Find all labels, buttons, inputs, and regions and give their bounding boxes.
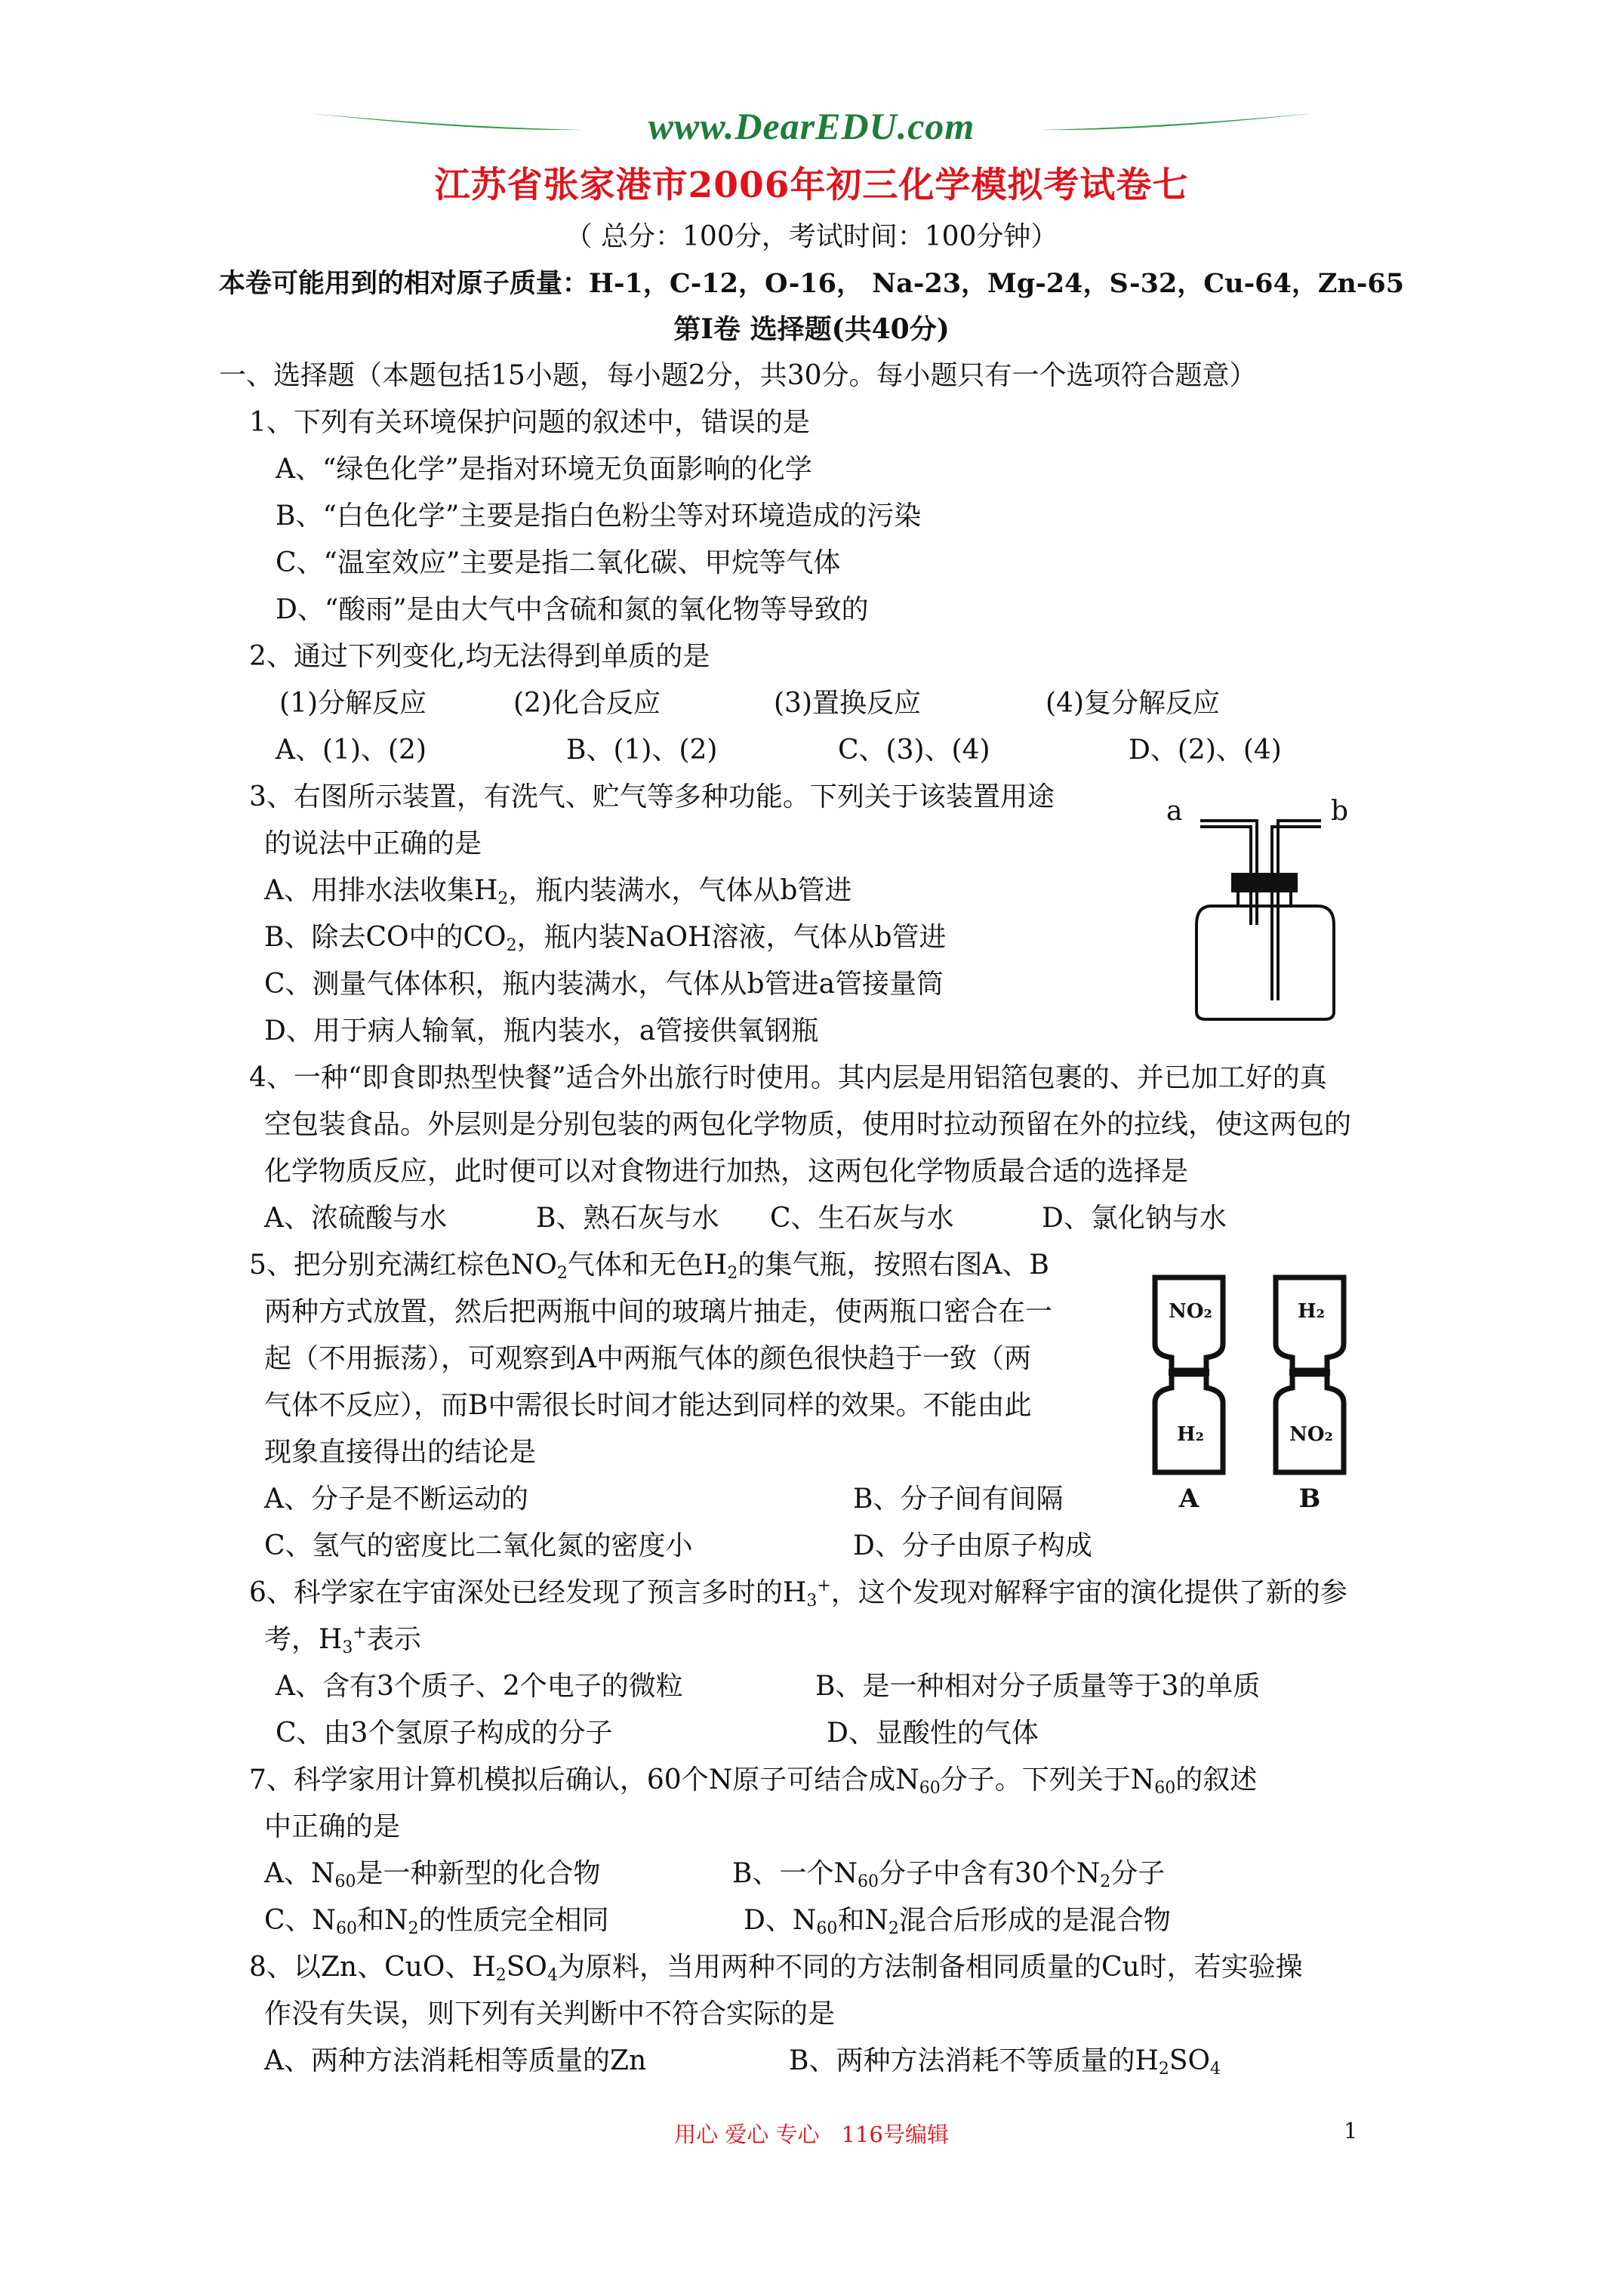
site-logo	[302, 91, 1321, 159]
q4-option-a: A、浓硫酸与水	[264, 1203, 447, 1234]
page-title: 江苏省张家港市2006年初三化学模拟考试卷七	[434, 165, 1189, 206]
part-title: 第Ⅰ卷 选择题(共40分)	[673, 313, 950, 345]
jar-a-bottom-label: H₂	[1177, 1423, 1204, 1446]
q1-option-c: C、“温室效应”主要是指二氧化碳、甲烷等气体	[276, 547, 841, 578]
atomic-mass-line: 本卷可能用到的相对原子质量：H-1，C-12，O-16， Na-23，Mg-24，S-32，Cu-64，Zn-65	[218, 268, 1405, 299]
q7-option-b: B、一个$N_{60}$分子中含有30个$N_2$分子	[732, 1858, 1166, 1891]
q6-line-2: 考，$H_3^+$表示	[264, 1623, 421, 1657]
q5-line-2: 两种方式放置，然后把两瓶中间的玻璃片抽走，使两瓶口密合在一	[264, 1296, 1053, 1327]
q4-line-2: 空包装食品。外层则是分别包装的两包化学物质，使用时拉动预留在外的拉线，使这两包的	[264, 1109, 1352, 1140]
q4-option-c: C、生石灰与水	[770, 1203, 954, 1234]
q5-option-b: B、分子间有间隔	[853, 1484, 1064, 1515]
q6-option-a: A、含有3个质子、2个电子的微粒	[276, 1671, 683, 1702]
q3-option-c: C、测量气体体积，瓶内装满水，气体从b管进a管接量筒	[264, 969, 944, 1000]
q1-option-b: B、“白色化学”主要是指白色粉尘等对环境造成的污染	[276, 501, 922, 532]
q3-option-b: B、除去CO中的$CO_2$，瓶内装NaOH溶液，气体从b管进	[264, 922, 947, 955]
q4-option-d: D、氯化钠与水	[1042, 1203, 1227, 1234]
q8-line-2: 作没有失误，则下列有关判断中不符合实际的是	[264, 1999, 836, 2029]
q7-option-c: C、$N_{60}$和$N_2$的性质完全相同	[264, 1905, 609, 1938]
q5-option-a: A、分子是不断运动的	[264, 1484, 528, 1515]
q8-option-b: B、两种方法消耗不等质量的$H_2SO_4$	[789, 2045, 1221, 2079]
q6-line-1: 6、科学家在宇宙深处已经发现了预言多时的$H_3^+$，这个发现对解释宇宙的演化提供了新的参	[249, 1576, 1347, 1610]
q3-stem-2: 的说法中正确的是	[264, 828, 482, 859]
q3-option-a: A、用排水法收集$H_2$，瓶内装满水，气体从b管进	[264, 875, 852, 908]
q2-reaction-3: (3)置换反应	[774, 688, 921, 719]
q1-option-d: D、“酸雨”是由大气中含硫和氮的氧化物等导致的	[276, 594, 869, 625]
figure-label-a: A	[1178, 1484, 1200, 1514]
q4-line-1: 4、一种“即食即热型快餐”适合外出旅行时使用。其内层是用铝箔包裹的、并已加工好的真	[249, 1062, 1327, 1093]
q7-option-a: A、$N_{60}$是一种新型的化合物	[264, 1858, 601, 1891]
score-time: （ 总分：100分，考试时间：100分钟）	[565, 221, 1058, 252]
q2-reaction-2: (2)化合反应	[513, 688, 661, 719]
q2-stem: 2、通过下列变化,均无法得到单质的是	[249, 641, 710, 672]
site-url: www.DearEDU.com	[648, 105, 975, 147]
figure-label-b: B	[1298, 1484, 1321, 1514]
q5-line-5: 现象直接得出的结论是	[264, 1437, 537, 1468]
footer-text: 用心 爱心 专心 116号编辑	[674, 2122, 949, 2147]
q6-option-b: B、是一种相对分子质量等于3的单质	[815, 1671, 1261, 1702]
q2-option-d: D、(2)、(4)	[1129, 735, 1282, 766]
section-heading: 一、选择题（本题包括15小题，每小题2分，共30分。每小题只有一个选项符合题意）	[219, 360, 1257, 391]
q1-option-a: A、“绿色化学”是指对环境无负面影响的化学	[276, 454, 812, 485]
q5-option-d: D、分子由原子构成	[853, 1530, 1092, 1561]
q5-line-4: 气体不反应），而B中需很长时间才能达到同样的效果。不能由此	[264, 1390, 1032, 1421]
q3-option-d: D、用于病人输氧，瓶内装水，a管接供氧钢瓶	[264, 1015, 819, 1046]
q5-line-1: 5、把分别充满红棕色$NO_2$气体和无色$H_2$的集气瓶，按照右图A、B	[249, 1250, 1049, 1283]
gas-bottle-figure	[1166, 785, 1363, 1027]
q4-option-b: B、熟石灰与水	[536, 1203, 719, 1234]
jar-a-top-label: NO₂	[1169, 1300, 1212, 1323]
q2-option-b: B、(1)、(2)	[566, 735, 718, 766]
gas-jars-figure	[1140, 1268, 1389, 1525]
page-number: 1	[1344, 2118, 1358, 2143]
q2-reaction-1: (1)分解反应	[279, 688, 427, 719]
q2-reaction-4: (4)复分解反应	[1046, 688, 1220, 719]
q2-option-c: C、(3)、(4)	[838, 735, 990, 766]
jar-b-top-label: H₂	[1298, 1300, 1325, 1323]
tube-label-b: b	[1331, 796, 1349, 827]
q7-option-d: D、$N_{60}$和$N_2$混合后形成的是混合物	[744, 1905, 1171, 1938]
q6-option-c: C、由3个氢原子构成的分子	[276, 1718, 613, 1749]
jar-b-bottom-label: NO₂	[1289, 1423, 1333, 1446]
tube-label-a: a	[1166, 796, 1183, 827]
q2-option-a: A、(1)、(2)	[276, 735, 427, 766]
q5-option-c: C、氢气的密度比二氧化氮的密度小	[264, 1530, 693, 1561]
q3-stem-1: 3、右图所示装置，有洗气、贮气等多种功能。下列关于该装置用途	[249, 781, 1055, 812]
q8-option-a: A、两种方法消耗相等质量的Zn	[264, 2045, 647, 2076]
q6-option-d: D、显酸性的气体	[827, 1718, 1039, 1749]
q5-line-3: 起（不用振荡），可观察到A中两瓶气体的颜色很快趋于一致（两	[264, 1343, 1031, 1374]
q7-line-1: 7、科学家用计算机模拟后确认，60个N原子可结合成$N_{60}$分子。下列关于$N_{60}$的叙述	[249, 1764, 1258, 1798]
q7-line-2: 中正确的是	[264, 1811, 401, 1842]
q4-line-3: 化学物质反应，此时便可以对食物进行加热，这两包化学物质最合适的选择是	[264, 1156, 1189, 1187]
q8-line-1: 8、以Zn、CuO、$H_2SO_4$为原料，当用两种不同的方法制备相同质量的Cu时，若实验操	[249, 1952, 1303, 1985]
q1-stem: 1、下列有关环境保护问题的叙述中，错误的是	[249, 407, 810, 438]
